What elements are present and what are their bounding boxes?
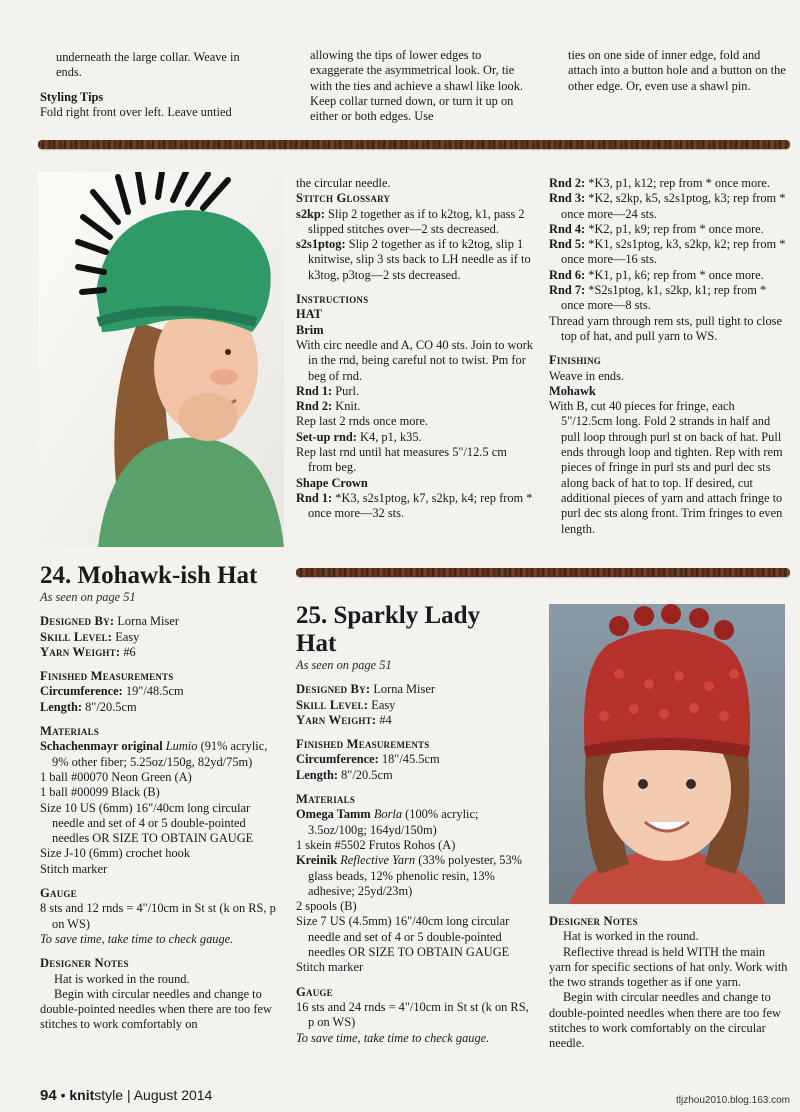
sparkly-hat-photo (549, 604, 785, 904)
designer-notes-heading: Designer Notes (549, 914, 638, 928)
notes-paragraph: Reflective thread is held WITH the main yarn for specific sections of hat only. Work with the two strands together as if one yarn. (549, 944, 788, 990)
designer-name: Lorna Miser (117, 614, 179, 629)
gauge-note: To save time, take time to check gauge. (296, 1030, 490, 1045)
shape-crown-heading: Shape Crown (296, 475, 368, 490)
gauge-heading: Gauge (296, 984, 333, 999)
glossary-term: s2s1ptog: (296, 237, 346, 252)
top-col-1 (40, 50, 260, 120)
skill-level-label: Skill Level: (40, 629, 113, 644)
hat24-title: 24. Mohawk-ish Hat (40, 562, 258, 589)
skill-level-label: Skill Level: (296, 697, 369, 712)
materials-heading: Materials (296, 792, 356, 807)
circumference-label: Circumference: (40, 684, 123, 699)
materials-heading: Materials (40, 724, 100, 739)
styling-tips-text: Fold right front over left. Leave untied (40, 104, 232, 119)
hat25-notes (549, 914, 789, 1052)
material-item: 1 ball #00070 Neon Green (A) (40, 769, 192, 784)
yarn-divider (296, 568, 790, 577)
yarn-description: Omega Tamm Borla (100% acrylic; 3.5oz/100g; 164yd/150m) (296, 807, 479, 837)
round-label: Rnd 4: (549, 221, 586, 236)
footer-dot: • (60, 1087, 66, 1103)
round-label: Rnd 7: (549, 283, 586, 298)
watermark-text: tljzhou2010.blog.163.com (676, 1095, 790, 1106)
yarn-weight-value: #6 (123, 644, 136, 659)
hat25-title: 25. Sparkly Lady Hat (296, 602, 481, 657)
notes-paragraph: Hat is worked in the round. (54, 971, 190, 986)
round-text: K4, p1, k35. (360, 429, 422, 444)
instruction-text: Weave in ends. (549, 368, 625, 383)
round-item (549, 237, 789, 268)
designer-name: Lorna Miser (373, 682, 435, 697)
continued-text: underneath the large collar. Weave in ends. (56, 50, 240, 80)
brand-bold: knit (69, 1087, 95, 1103)
designed-by-label: Designed By: (40, 614, 115, 629)
hat24-section (40, 562, 285, 1033)
material-item: 1 skein #5502 Frutos Rohos (A) (296, 837, 456, 852)
glossary-definition: Slip 2 together as if to k2tog, slip 1 knitwise, slip 3 sts back to LH needle as if to k3tog, p3tog—2 sts decreased. (308, 237, 531, 282)
top-col-2 (296, 48, 528, 124)
hat-heading: HAT (296, 307, 322, 322)
yarn-divider (38, 140, 790, 149)
round-text: Knit. (335, 399, 361, 414)
skill-level-value: Easy (371, 697, 396, 712)
round-label: Rnd 1: (296, 383, 333, 398)
glossary-definition: Slip 2 together as if to k2tog, k1, pass 2 slipped stitches over—2 sts decreased. (308, 206, 525, 236)
right-col (549, 176, 789, 537)
skill-level-value: Easy (115, 629, 140, 644)
round-text: *K2, p1, k9; rep from * once more. (588, 221, 764, 236)
mid-col (296, 176, 534, 522)
top-col-3 (554, 48, 786, 94)
issue-date: August 2014 (133, 1087, 213, 1103)
mohawk-text: With B, cut 40 pieces for fringe, each 5"/12.5cm long. Fold 2 strands in half and pull loop through purl st on back of hat. Pull ends through loop and tighten. Rep with rem pieces of fringe in purl sts and purl dec sts along back of hat to top. If desired, cut additional pieces of yarn and attach fringe to purl dec sts along front. Trim fringes to even length. (549, 399, 783, 536)
mohawk-heading: Mohawk (549, 383, 596, 398)
mohawk-hat-photo (38, 172, 284, 547)
footer-separator: | (126, 1087, 131, 1103)
designer-notes-heading: Designer Notes (40, 956, 129, 971)
finished-measurements-heading: Finished Measurements (40, 669, 174, 684)
round-label: Rnd 3: (549, 191, 586, 206)
length-label: Length: (296, 767, 338, 782)
circumference-value: 18"/45.5cm (381, 752, 440, 767)
notes-paragraph: Begin with circular needles and change to double-pointed needles when there are too few stitches to work comfortably on the circular needle. (549, 990, 781, 1051)
round-item (549, 283, 789, 314)
material-item: 1 ball #00099 Black (B) (40, 785, 160, 800)
round-text: *K1, s2s1ptog, k3, s2kp, k2; rep from * once more—16 sts. (561, 237, 786, 267)
continued-text: allowing the tips of lower edges to exaggerate the asymmetrical look. Or, tie with the ties and achieve a shawl like look. Keep collar turned down, or turn it up on either or both edges. Use (310, 48, 523, 124)
yarn-weight-value: #4 (379, 712, 392, 727)
gauge-note: To save time, take time to check gauge. (40, 931, 234, 946)
round-text: Purl. (335, 383, 360, 398)
round-item (549, 191, 789, 222)
material-item: Stitch marker (40, 861, 108, 876)
round-text: *K3, p1, k12; rep from * once more. (588, 176, 770, 190)
round-label: Rnd 6: (549, 267, 586, 282)
finished-measurements-heading: Finished Measurements (296, 737, 430, 752)
finishing-heading: Finishing (549, 353, 602, 368)
glossary-term: s2kp: (296, 206, 325, 221)
material-item: Size 10 US (6mm) 16"/40cm long circular needle and set of 4 or 5 double-pointed needles OR SIZE TO OBTAIN GAUGE (40, 800, 254, 846)
gauge-text: 8 sts and 12 rnds = 4"/10cm in St st (k on RS, p on WS) (40, 901, 276, 931)
round-label: Rnd 5: (549, 237, 586, 252)
notes-paragraph: Hat is worked in the round. (563, 929, 699, 944)
circumference-value: 19"/48.5cm (125, 684, 184, 699)
material-item: Size J-10 (6mm) crochet hook (40, 846, 191, 861)
hat25-seen-on: As seen on page 51 (296, 658, 392, 672)
page-number: 94 (40, 1087, 57, 1104)
page-footer (40, 1087, 212, 1104)
yarn-weight-label: Yarn Weight: (40, 644, 121, 659)
round-item (549, 268, 789, 283)
hat24-seen-on: As seen on page 51 (40, 590, 136, 604)
stitch-glossary-heading: Stitch Glossary (296, 191, 391, 206)
yarn-description: Schachenmayr original Lumio (91% acrylic, 9% other fiber; 5.25oz/150g, 82yd/75m) (40, 739, 268, 769)
length-value: 8"/20.5cm (341, 767, 393, 782)
round-label: Rnd 1: (296, 490, 333, 505)
instruction-text: Thread yarn through rem sts, pull tight to close top of hat, and pull yarn to WS. (549, 313, 782, 343)
brand-rest: style (94, 1087, 124, 1103)
notes-paragraph: Begin with circular needles and change to double-pointed needles when there are too few stitches to work comfortably on (40, 986, 272, 1032)
material-item: Size 7 US (4.5mm) 16"/40cm long circular needle and set of 4 or 5 double-pointed needles OR SIZE TO OBTAIN GAUGE (296, 914, 510, 960)
material-item: Stitch marker (296, 960, 364, 975)
round-item (549, 222, 789, 237)
brim-heading: Brim (296, 322, 324, 337)
circumference-label: Circumference: (296, 752, 379, 767)
round-text: *K3, s2s1ptog, k7, s2kp, k4; rep from * once more—32 sts. (308, 490, 533, 521)
continued-text: the circular needle. (296, 176, 391, 190)
continued-text: ties on one side of inner edge, fold and attach into a button hole and a button on the other edge. Or, even use a shawl pin. (568, 48, 786, 93)
gauge-text: 16 sts and 24 rnds = 4"/10cm in St st (k on RS, p on WS) (296, 999, 529, 1030)
round-item (549, 176, 789, 191)
round-text: *K1, p1, k6; rep from * once more. (588, 267, 764, 282)
hat25-section (296, 602, 536, 1046)
yarn-description: Kreinik Reflective Yarn (33% polyester, 53% glass beads, 12% phenolic resin, 13% adhesive; 25yd/23m) (296, 853, 522, 898)
instruction-text: Rep last rnd until hat measures 5"/12.5 cm from beg. (296, 445, 507, 475)
instructions-heading: Instructions (296, 292, 369, 307)
material-item: 2 spools (B) (296, 899, 357, 914)
gauge-heading: Gauge (40, 886, 77, 901)
designed-by-label: Designed By: (296, 682, 371, 697)
round-label: Rnd 2: (549, 176, 586, 190)
round-list (549, 176, 789, 314)
length-label: Length: (40, 699, 82, 714)
length-value: 8"/20.5cm (85, 699, 137, 714)
round-text: *S2s1ptog, k1, s2kp, k1; rep from * once more—8 sts. (561, 283, 767, 313)
round-label: Set-up rnd: (296, 429, 357, 444)
instruction-text: Rep last 2 rnds once more. (296, 414, 429, 429)
round-text: *K2, s2kp, k5, s2s1ptog, k3; rep from * once more—24 sts. (561, 191, 786, 221)
brim-text: With circ needle and A, CO 40 sts. Join to work in the rnd, being careful not to twist. Pm for beg of rnd. (296, 337, 533, 383)
round-label: Rnd 2: (296, 399, 333, 414)
yarn-weight-label: Yarn Weight: (296, 712, 377, 727)
styling-tips-heading: Styling Tips (40, 89, 104, 104)
